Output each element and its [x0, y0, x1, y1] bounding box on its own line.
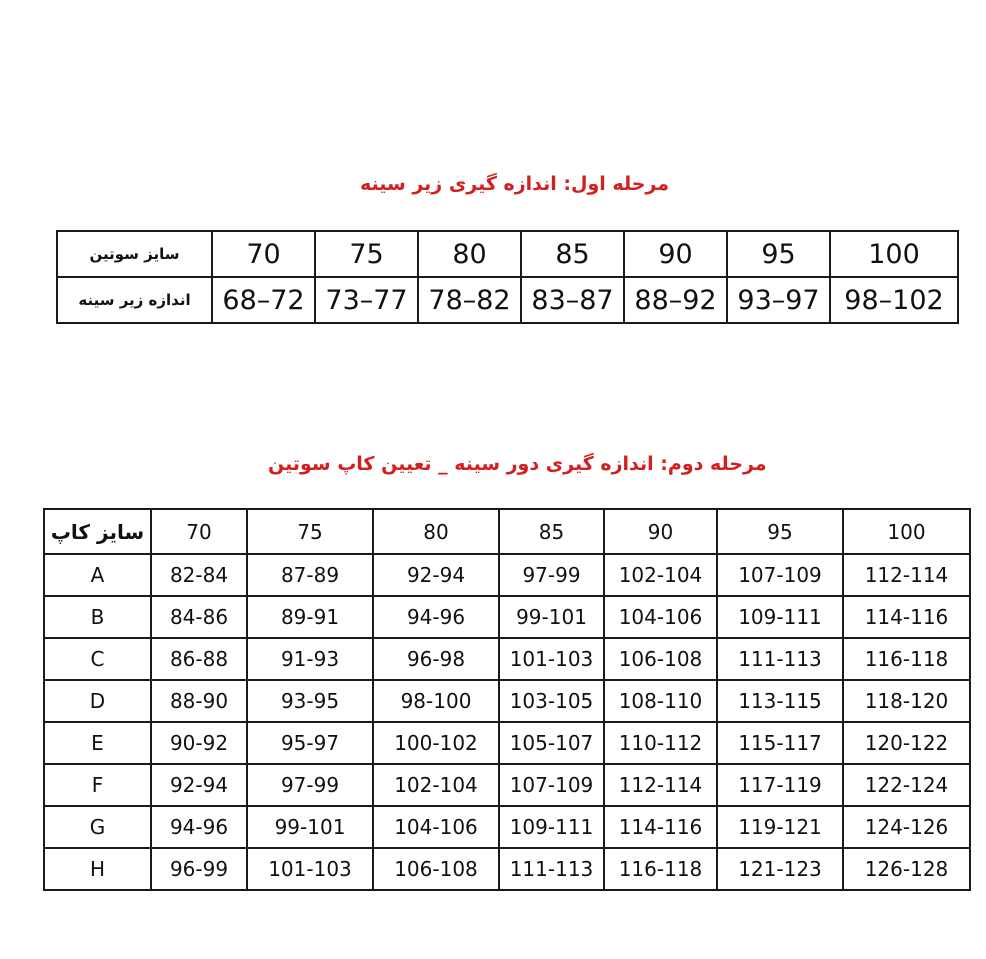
bust-range-cell: 116-118 [604, 848, 717, 890]
bust-range-cell: 101-103 [247, 848, 373, 890]
band-size-cell: 90 [624, 231, 727, 277]
bust-range-cell: 113-115 [717, 680, 843, 722]
bust-range-cell: 95-97 [247, 722, 373, 764]
bust-range-cell: 91-93 [247, 638, 373, 680]
cup-letter: B [44, 596, 151, 638]
bust-range-cell: 103-105 [499, 680, 604, 722]
step2-title: مرحله دوم: اندازه گیری دور سینه _ تعیین کاپ سوتین [268, 453, 767, 475]
bust-range-cell: 98-100 [373, 680, 499, 722]
cup-letter: H [44, 848, 151, 890]
bust-range-cell: 94-96 [373, 596, 499, 638]
bust-range-cell: 122-124 [843, 764, 970, 806]
cup-row [44, 680, 970, 722]
underbust-range-cell: 73–77 [315, 277, 418, 323]
bust-range-cell: 93-95 [247, 680, 373, 722]
bust-range-cell: 106-108 [604, 638, 717, 680]
bust-range-cell: 115-117 [717, 722, 843, 764]
bust-range-cell: 92-94 [373, 554, 499, 596]
underbust-row [57, 277, 958, 323]
bust-range-cell: 82-84 [151, 554, 247, 596]
bust-range-cell: 104-106 [604, 596, 717, 638]
bust-range-cell: 114-116 [604, 806, 717, 848]
bust-range-cell: 89-91 [247, 596, 373, 638]
cup-row [44, 806, 970, 848]
cup-row [44, 596, 970, 638]
underbust-range-cell: 78–82 [418, 277, 521, 323]
bust-range-cell: 106-108 [373, 848, 499, 890]
cup-row [44, 638, 970, 680]
underbust-range-cell: 88–92 [624, 277, 727, 323]
bust-range-cell: 118-120 [843, 680, 970, 722]
bust-range-cell: 112-114 [843, 554, 970, 596]
bust-range-cell: 112-114 [604, 764, 717, 806]
bust-range-cell: 97-99 [247, 764, 373, 806]
band-size-label: سایز سوتین [57, 231, 212, 277]
band-size-header: 100 [843, 509, 970, 554]
underbust-range-cell: 93–97 [727, 277, 830, 323]
bust-range-cell: 107-109 [499, 764, 604, 806]
bust-range-cell: 108-110 [604, 680, 717, 722]
bust-range-cell: 120-122 [843, 722, 970, 764]
band-size-cell: 70 [212, 231, 315, 277]
bust-range-cell: 102-104 [373, 764, 499, 806]
cup-letter: C [44, 638, 151, 680]
cup-letter: E [44, 722, 151, 764]
band-size-cell: 80 [418, 231, 521, 277]
underbust-size-table [56, 230, 959, 324]
cup-row [44, 554, 970, 596]
step1-title: مرحله اول: اندازه گیری زیر سینه [360, 173, 669, 195]
underbust-label: اندازه زیر سینه [57, 277, 212, 323]
bust-range-cell: 104-106 [373, 806, 499, 848]
cup-size-label: سایز کاپ [44, 509, 151, 554]
bust-range-cell: 105-107 [499, 722, 604, 764]
bust-range-cell: 96-98 [373, 638, 499, 680]
bust-range-cell: 110-112 [604, 722, 717, 764]
bust-range-cell: 88-90 [151, 680, 247, 722]
band-size-header: 85 [499, 509, 604, 554]
cup-row [44, 848, 970, 890]
underbust-range-cell: 83–87 [521, 277, 624, 323]
bust-range-cell: 111-113 [717, 638, 843, 680]
bust-range-cell: 116-118 [843, 638, 970, 680]
band-size-cell: 100 [830, 231, 958, 277]
band-size-header: 90 [604, 509, 717, 554]
cup-letter: G [44, 806, 151, 848]
bust-range-cell: 121-123 [717, 848, 843, 890]
bust-range-cell: 101-103 [499, 638, 604, 680]
bust-range-cell: 119-121 [717, 806, 843, 848]
bust-range-cell: 100-102 [373, 722, 499, 764]
band-size-header: 95 [717, 509, 843, 554]
band-size-row [57, 231, 958, 277]
underbust-range-cell: 68–72 [212, 277, 315, 323]
bust-range-cell: 94-96 [151, 806, 247, 848]
cup-letter: D [44, 680, 151, 722]
bust-range-cell: 109-111 [499, 806, 604, 848]
bust-range-cell: 96-99 [151, 848, 247, 890]
bust-range-cell: 109-111 [717, 596, 843, 638]
cup-row [44, 722, 970, 764]
bust-range-cell: 97-99 [499, 554, 604, 596]
cup-letter: A [44, 554, 151, 596]
bust-range-cell: 87-89 [247, 554, 373, 596]
underbust-range-cell: 98–102 [830, 277, 958, 323]
band-size-header: 70 [151, 509, 247, 554]
cup-row [44, 764, 970, 806]
cup-header-row [44, 509, 970, 554]
bust-range-cell: 102-104 [604, 554, 717, 596]
cup-size-table [43, 508, 971, 891]
band-size-cell: 95 [727, 231, 830, 277]
bust-range-cell: 117-119 [717, 764, 843, 806]
bust-range-cell: 124-126 [843, 806, 970, 848]
bust-range-cell: 126-128 [843, 848, 970, 890]
bust-range-cell: 84-86 [151, 596, 247, 638]
cup-letter: F [44, 764, 151, 806]
bust-range-cell: 107-109 [717, 554, 843, 596]
bust-range-cell: 114-116 [843, 596, 970, 638]
band-size-cell: 85 [521, 231, 624, 277]
bust-range-cell: 99-101 [499, 596, 604, 638]
bust-range-cell: 111-113 [499, 848, 604, 890]
band-size-header: 75 [247, 509, 373, 554]
bust-range-cell: 86-88 [151, 638, 247, 680]
bust-range-cell: 92-94 [151, 764, 247, 806]
bust-range-cell: 99-101 [247, 806, 373, 848]
band-size-header: 80 [373, 509, 499, 554]
band-size-cell: 75 [315, 231, 418, 277]
bust-range-cell: 90-92 [151, 722, 247, 764]
